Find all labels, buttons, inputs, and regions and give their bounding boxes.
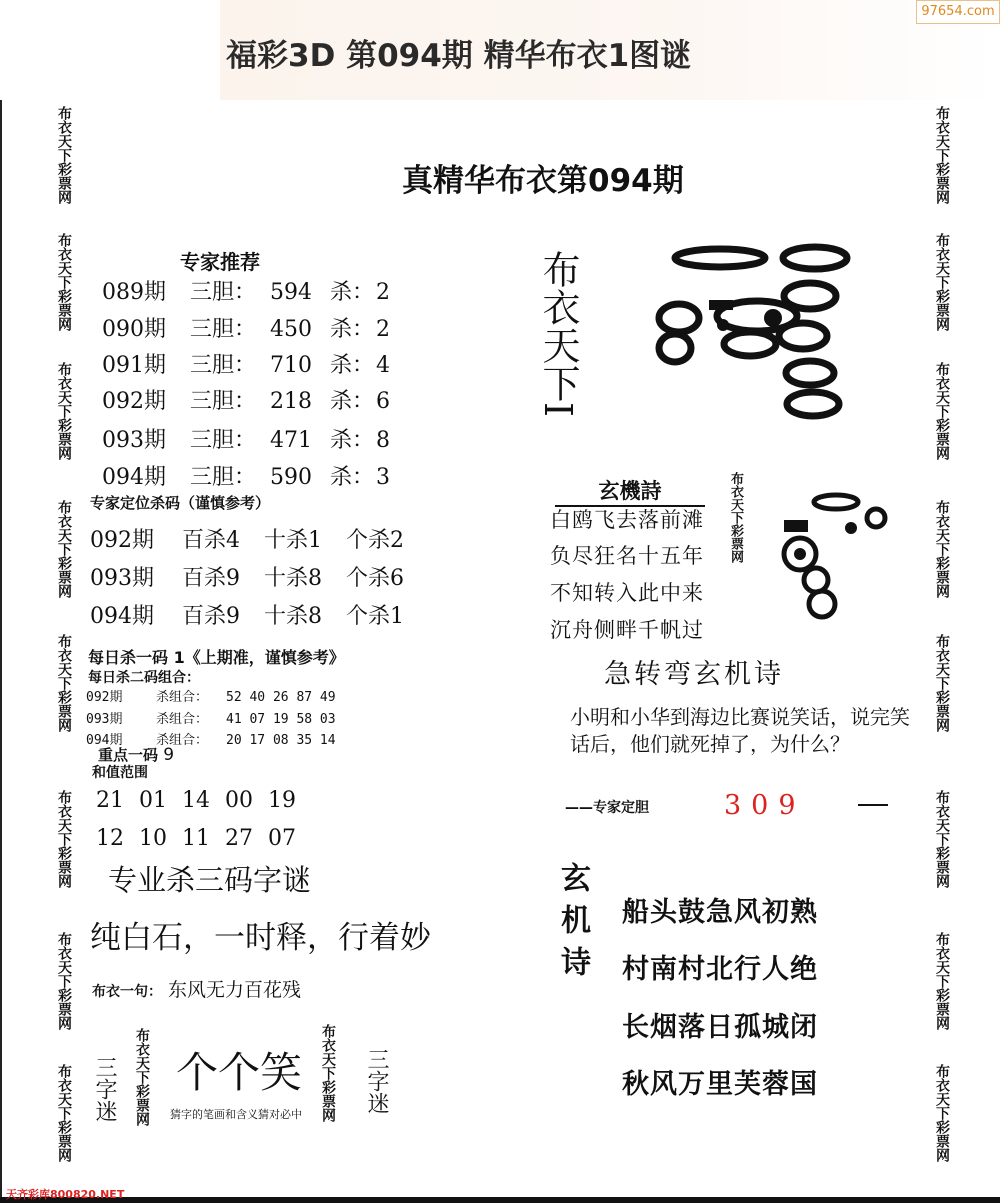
pk-ge: 个杀1 xyxy=(346,604,404,629)
expert-period: 090期 xyxy=(102,317,166,342)
main-title: 真精华布衣第094期 xyxy=(402,163,684,199)
sum-range-row: 21 01 14 00 19 xyxy=(96,788,296,813)
kill-value: 2 xyxy=(376,317,390,342)
expert-row xyxy=(102,384,390,415)
joke-text: 小明和小华到海边比赛说笑话，说完笑话后，他们就死掉了，为什么？ xyxy=(570,705,910,756)
riddle-drawing xyxy=(645,238,855,424)
position-kill-heading: 专家定位杀码（谨慎参考） xyxy=(90,494,271,512)
dingdan-value: 309 xyxy=(724,790,806,821)
side-tag: 布衣天下彩票网 xyxy=(934,106,950,204)
dan-label: 三胆： xyxy=(190,465,257,490)
kill-label: 杀： xyxy=(330,353,375,378)
dan-value: 471 xyxy=(270,428,312,453)
kill-label: 杀： xyxy=(330,280,375,305)
side-tag: 布衣天下彩票网 xyxy=(56,1064,72,1162)
pk-shi: 十杀1 xyxy=(264,528,322,553)
kill-combo-row xyxy=(86,708,336,727)
side-tag: 布衣天下彩票网 xyxy=(728,472,743,563)
dan-label: 三胆： xyxy=(190,428,257,453)
expert-row xyxy=(102,460,390,491)
sum-range-row: 12 10 11 27 07 xyxy=(96,826,296,851)
daily-kill-one-value: 1《上期准，谨慎参考》 xyxy=(173,648,345,667)
dan-value: 590 xyxy=(270,465,312,490)
divider xyxy=(858,804,888,806)
pk-ge: 个杀2 xyxy=(346,528,404,553)
poem-line: 负尽狂名十五年 xyxy=(550,544,704,568)
riddle-gege: 个个笑 xyxy=(176,1048,303,1097)
poem-line: 长烟落日孤城闭 xyxy=(622,1012,818,1043)
riddle-note: 猜字的笔画和含义猜对必中 xyxy=(170,1108,302,1121)
dan-label: 三胆： xyxy=(190,280,257,305)
vertical-title: 布衣天下I xyxy=(536,250,580,418)
kc-values: 41 07 19 58 03 xyxy=(226,712,336,727)
poem-line: 船头鼓急风初熟 xyxy=(622,897,818,928)
kill-label: 杀： xyxy=(330,465,375,490)
expert-row xyxy=(102,275,390,306)
expert-period: 089期 xyxy=(102,280,166,305)
expert-period: 091期 xyxy=(102,353,166,378)
kc-values: 20 17 08 35 14 xyxy=(226,733,336,748)
sanzimi-left: 三字迷 xyxy=(92,1056,117,1122)
side-tag: 布衣天下彩票网 xyxy=(934,1064,950,1162)
position-kill-row xyxy=(90,599,404,630)
kill-label: 杀： xyxy=(330,428,375,453)
side-tag: 布衣天下彩票网 xyxy=(320,1024,336,1122)
xuanji-heading: 玄機詩 xyxy=(555,475,705,507)
side-tag: 布衣天下彩票网 xyxy=(56,790,72,888)
position-kill-row xyxy=(90,523,404,554)
kc-label: 杀组合： xyxy=(156,733,209,748)
riddle-main: 纯白石，一时释，行着妙 xyxy=(90,920,431,956)
sanzimi-right: 三字迷 xyxy=(364,1048,389,1114)
pk-period: 094期 xyxy=(90,604,154,629)
kill-value: 6 xyxy=(376,389,390,414)
pk-period: 093期 xyxy=(90,566,154,591)
side-tag: 布衣天下彩票网 xyxy=(934,634,950,732)
side-tag: 布衣天下彩票网 xyxy=(56,932,72,1030)
poem-line: 沉舟侧畔千帆过 xyxy=(550,618,704,642)
page-title: 福彩3D 第094期 精华布衣1图谜 xyxy=(226,38,692,74)
kill-combo-row xyxy=(86,686,336,705)
buyi-text: 东风无力百花残 xyxy=(168,979,302,1001)
side-tag: 布衣天下彩票网 xyxy=(934,790,950,888)
buyi-label: 布衣一句： xyxy=(92,984,162,1000)
expert-period: 094期 xyxy=(102,465,166,490)
dan-label: 三胆： xyxy=(190,353,257,378)
kc-label: 杀组合： xyxy=(156,712,209,727)
buyi-sentence xyxy=(92,975,301,1002)
coin-drawing xyxy=(776,490,896,620)
side-tag: 布衣天下彩票网 xyxy=(934,932,950,1030)
pk-bai: 百杀9 xyxy=(182,566,240,591)
side-tag: 布衣天下彩票网 xyxy=(56,106,72,204)
kc-label: 杀组合： xyxy=(156,690,209,705)
pk-bai: 百杀4 xyxy=(182,528,240,553)
site-tag[interactable]: 97654.com xyxy=(916,0,1000,24)
dan-value: 710 xyxy=(270,353,312,378)
side-tag: 布衣天下彩票网 xyxy=(934,362,950,460)
daily-kill-one-label: 每日杀一码 xyxy=(88,648,169,667)
daily-kill-one xyxy=(88,645,345,668)
sharp-turn-heading: 急转弯玄机诗 xyxy=(604,659,784,690)
pk-bai: 百杀9 xyxy=(182,604,240,629)
kc-period: 092期 xyxy=(86,690,123,705)
dan-label: 三胆： xyxy=(190,317,257,342)
poem-line: 村南村北行人绝 xyxy=(622,954,818,985)
side-tag: 布衣天下彩票网 xyxy=(56,634,72,732)
sum-range-label: 和值范围 xyxy=(92,765,148,781)
kc-period: 093期 xyxy=(86,712,123,727)
expert-row xyxy=(102,423,390,454)
kc-values: 52 40 26 87 49 xyxy=(226,690,336,705)
daily-kill-two-label: 每日杀二码组合： xyxy=(88,670,200,686)
kill-label: 杀： xyxy=(330,389,375,414)
poem-line: 不知转入此中来 xyxy=(550,581,704,605)
expert-heading: 专家推荐 xyxy=(180,250,260,274)
poem-line: 秋风万里芙蓉国 xyxy=(622,1069,818,1100)
pro-kill-heading: 专业杀三码字谜 xyxy=(108,863,312,897)
side-tag: 布衣天下彩票网 xyxy=(934,233,950,331)
side-tag: 布衣天下彩票网 xyxy=(56,233,72,331)
kill-label: 杀： xyxy=(330,317,375,342)
xuanji-vertical-heading: 玄机诗 xyxy=(555,862,590,988)
kill-value: 3 xyxy=(376,465,390,490)
dan-value: 594 xyxy=(270,280,312,305)
expert-period: 092期 xyxy=(102,389,166,414)
side-tag: 布衣天下彩票网 xyxy=(56,362,72,460)
pk-period: 092期 xyxy=(90,528,154,553)
focus-code-value: 9 xyxy=(163,745,175,765)
poem-line: 白鸥飞去落前滩 xyxy=(550,508,704,532)
side-tag: 布衣天下彩票网 xyxy=(56,500,72,598)
pk-shi: 十杀8 xyxy=(264,604,322,629)
kill-value: 2 xyxy=(376,280,390,305)
expert-row xyxy=(102,312,390,343)
pk-ge: 个杀6 xyxy=(346,566,404,591)
expert-period: 093期 xyxy=(102,428,166,453)
expert-row xyxy=(102,348,390,379)
dingdan-label: ——专家定胆 xyxy=(565,800,649,816)
pk-shi: 十杀8 xyxy=(264,566,322,591)
position-kill-row xyxy=(90,561,404,592)
side-tag: 布衣天下彩票网 xyxy=(934,500,950,598)
kill-value: 8 xyxy=(376,428,390,453)
side-tag: 布衣天下彩票网 xyxy=(134,1028,150,1126)
dan-label: 三胆： xyxy=(190,389,257,414)
kill-value: 4 xyxy=(376,353,390,378)
bottom-border xyxy=(0,1197,1000,1203)
dan-value: 218 xyxy=(270,389,312,414)
footer-watermark: 天齐彩库800820.NET xyxy=(6,1188,125,1201)
kc-period: 094期 xyxy=(86,733,123,748)
dan-value: 450 xyxy=(270,317,312,342)
focus-code-label: 重点一码 xyxy=(98,746,159,764)
